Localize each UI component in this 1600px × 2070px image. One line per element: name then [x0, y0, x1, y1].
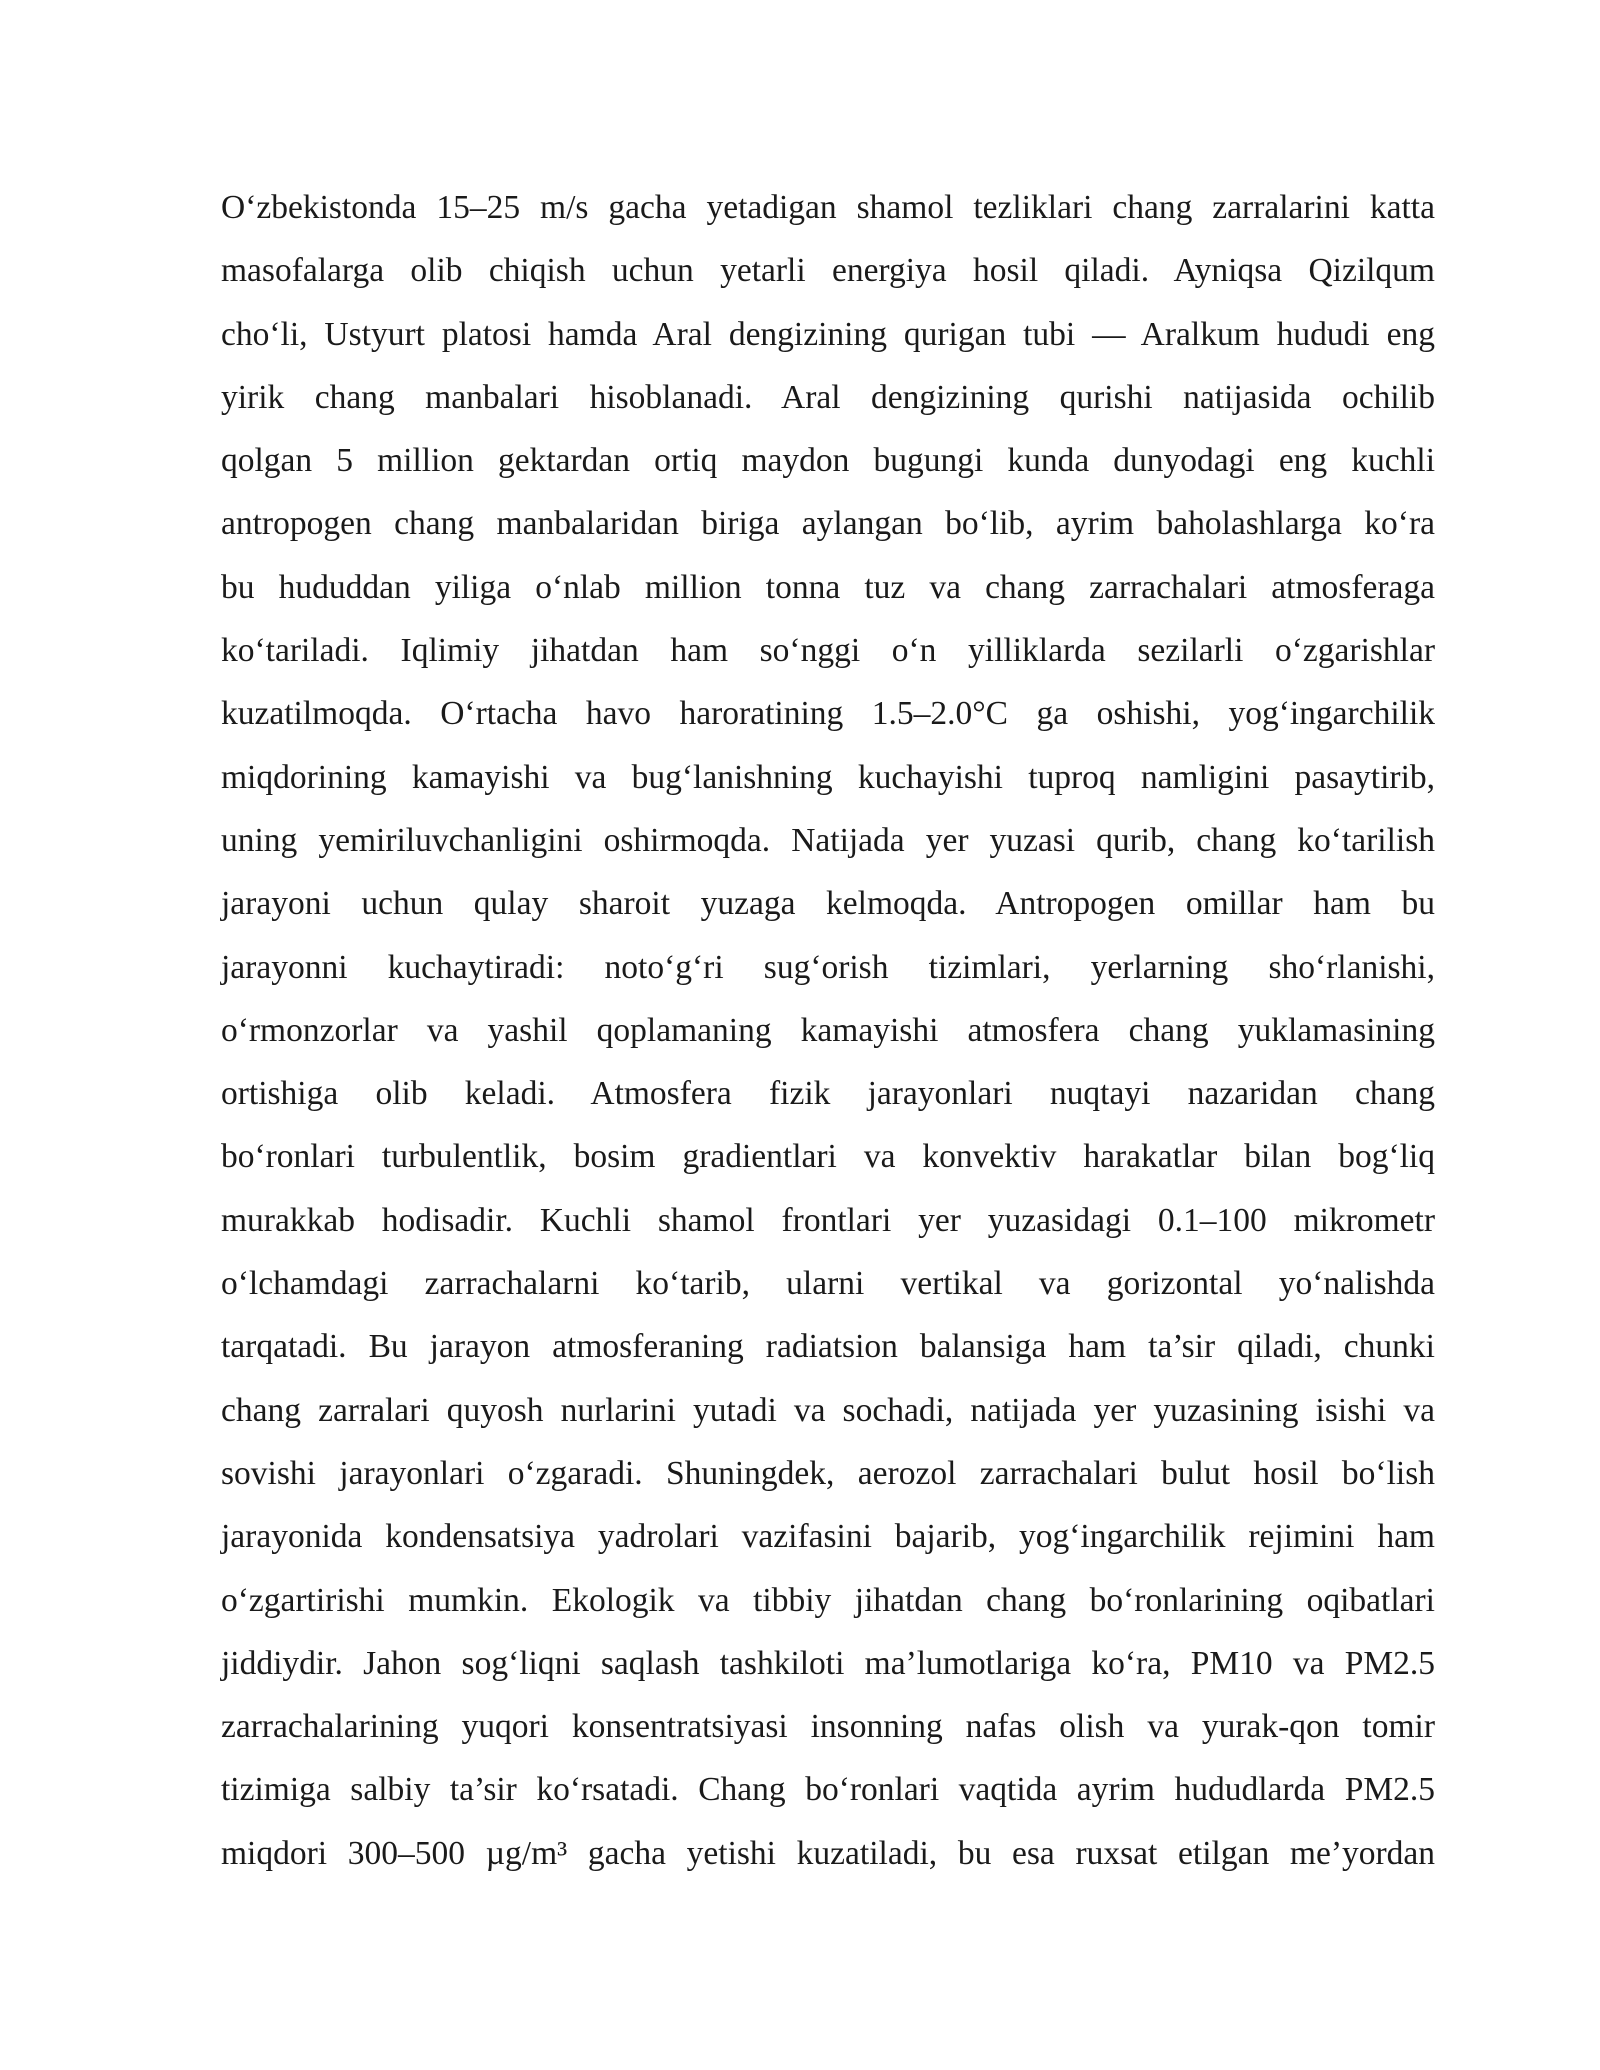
- text-line: jarayonni kuchaytiradi: noto‘g‘ri sug‘orish tizimlari, yerlarning sho‘rlanishi,: [221, 948, 1435, 986]
- text-line: o‘zgartirishi mumkin. Ekologik va tibbiy jihatdan chang bo‘ronlarining oqibatlari: [221, 1581, 1435, 1619]
- text-line: uning yemiriluvchanligini oshirmoqda. Natijada yer yuzasi qurib, chang ko‘tarilish: [221, 821, 1435, 859]
- text-line: jarayonida kondensatsiya yadrolari vazifasini bajarib, yog‘ingarchilik rejimini ham: [221, 1518, 1435, 1556]
- text-line: O‘zbekistonda 15–25 m/s gacha yetadigan shamol tezliklari chang zarralarini katta: [221, 189, 1435, 226]
- text-line: antropogen chang manbalaridan biriga aylangan bo‘lib, ayrim baholashlarga ko‘ra: [221, 505, 1435, 543]
- text-line: miqdorining kamayishi va bug‘lanishning kuchayishi tuproq namligini pasaytirib,: [221, 758, 1435, 796]
- text-line: tizimiga salbiy ta’sir ko‘rsatadi. Chang bo‘ronlari vaqtida ayrim hududlarda PM2.5: [221, 1771, 1435, 1809]
- text-line: sovishi jarayonlari o‘zgaradi. Shuningdek, aerozol zarrachalari bulut hosil bo‘lish: [221, 1454, 1435, 1492]
- text-line: bu hududdan yiliga o‘nlab million tonna tuz va chang zarrachalari atmosferaga: [221, 568, 1435, 606]
- text-line: kuzatilmoqda. O‘rtacha havo haroratining 1.5–2.0°C ga oshishi, yog‘ingarchilik: [221, 695, 1435, 733]
- text-line: ortishiga olib keladi. Atmosfera fizik jarayonlari nuqtayi nazaridan chang: [221, 1075, 1435, 1113]
- text-line: qolgan 5 million gektardan ortiq maydon bugungi kunda dunyodagi eng kuchli: [221, 442, 1435, 480]
- text-line: ko‘tariladi. Iqlimiy jihatdan ham so‘nggi o‘n yilliklarda sezilarli o‘zgarishlar: [221, 632, 1435, 670]
- text-line: chang zarralari quyosh nurlarini yutadi va sochadi, natijada yer yuzasining isishi va: [221, 1391, 1435, 1429]
- text-line: masofalarga olib chiqish uchun yetarli energiya hosil qiladi. Ayniqsa Qizilqum: [221, 252, 1435, 290]
- text-line: o‘rmonzorlar va yashil qoplamaning kamayishi atmosfera chang yuklamasining: [221, 1011, 1435, 1049]
- text-line: o‘lchamdagi zarrachalarni ko‘tarib, ularni vertikal va gorizontal yo‘nalishda: [221, 1265, 1435, 1303]
- text-line: tarqatadi. Bu jarayon atmosferaning radiatsion balansiga ham ta’sir qiladi, chunki: [221, 1328, 1435, 1366]
- text-line: yirik chang manbalari hisoblanadi. Aral dengizining qurishi natijasida ochilib: [221, 378, 1435, 416]
- text-line: jarayoni uchun qulay sharoit yuzaga kelmoqda. Antropogen omillar ham bu: [221, 885, 1435, 923]
- text-line: jiddiydir. Jahon sog‘liqni saqlash tashkiloti ma’lumotlariga ko‘ra, PM10 va PM2.5: [221, 1644, 1435, 1682]
- body-paragraph: [221, 176, 1435, 1885]
- text-line: cho‘li, Ustyurt platosi hamda Aral dengizining qurigan tubi — Aralkum hududi eng: [221, 315, 1435, 353]
- text-line: zarrachalarining yuqori konsentratsiyasi insonning nafas olish va yurak-qon tomir: [221, 1708, 1435, 1746]
- text-line: miqdori 300–500 µg/m³ gacha yetishi kuzatiladi, bu esa ruxsat etilgan me’yordan: [221, 1834, 1435, 1872]
- text-line: murakkab hodisadir. Kuchli shamol frontlari yer yuzasidagi 0.1–100 mikrometr: [221, 1201, 1435, 1239]
- text-line: bo‘ronlari turbulentlik, bosim gradientlari va konvektiv harakatlar bilan bog‘liq: [221, 1138, 1435, 1176]
